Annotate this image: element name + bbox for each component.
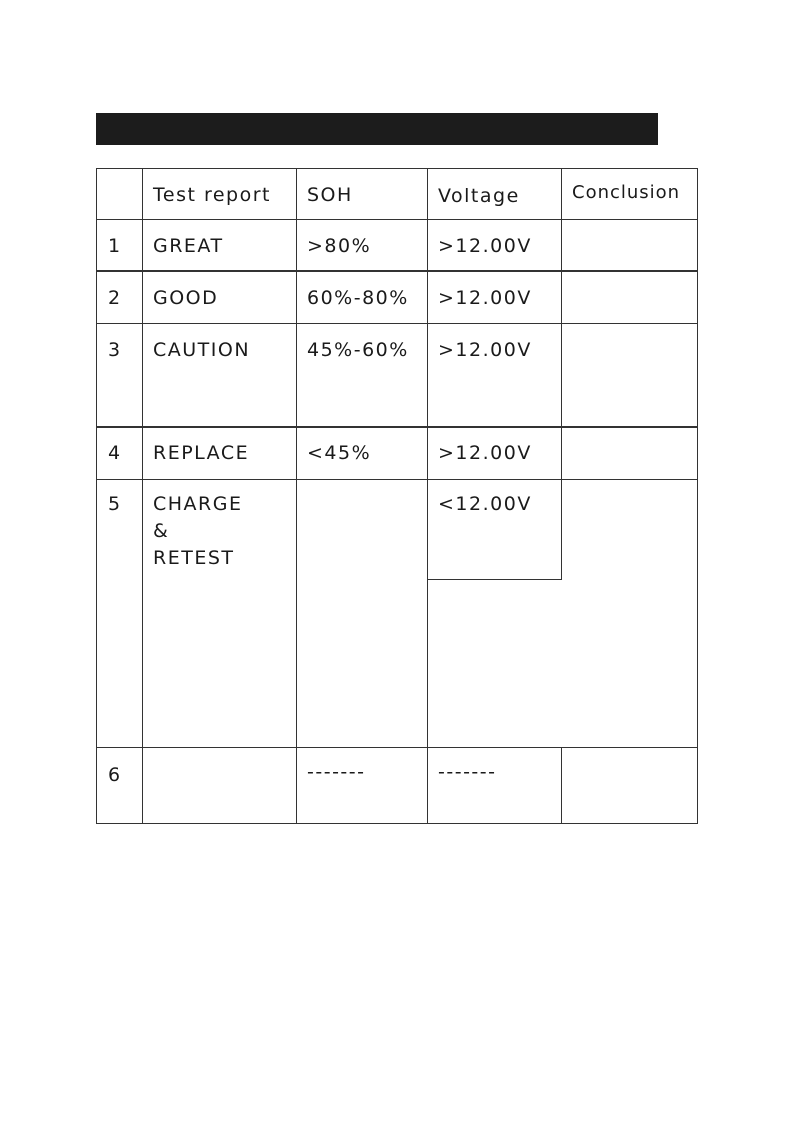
- col-divider-2: [296, 169, 297, 823]
- title-bar: [96, 113, 658, 145]
- col-divider-3: [427, 169, 428, 823]
- row-2-voltage: >12.00V: [438, 287, 532, 309]
- row-6-number: 6: [108, 764, 122, 786]
- row-5-report-line-1: CHARGE: [153, 493, 243, 515]
- row-divider-header: [97, 219, 697, 220]
- row-6-soh: -------: [307, 761, 366, 783]
- row-1-number: 1: [108, 235, 122, 257]
- row-4-number: 4: [108, 442, 122, 464]
- row-2-number: 2: [108, 287, 122, 309]
- row-divider-2: [97, 323, 697, 324]
- row-1-soh: >80%: [307, 235, 372, 257]
- row-4-voltage: >12.00V: [438, 442, 532, 464]
- header-test-report: Test report: [153, 184, 271, 206]
- voltage-subcell-divider: [427, 579, 561, 580]
- row-5-report: [153, 491, 242, 572]
- row-3-voltage: >12.00V: [438, 339, 532, 361]
- report-table: [96, 168, 698, 824]
- col-divider-4b: [561, 747, 562, 823]
- row-1-report: GREAT: [153, 235, 224, 257]
- header-soh: SOH: [307, 184, 353, 206]
- row-3-report: CAUTION: [153, 339, 251, 361]
- col-divider-4a: [561, 169, 562, 580]
- row-4-report: REPLACE: [153, 442, 250, 464]
- row-6-voltage: -------: [438, 761, 497, 783]
- row-5-number: 5: [108, 493, 122, 515]
- row-5-report-line-3: RETEST: [153, 547, 235, 569]
- row-2-report: GOOD: [153, 287, 219, 309]
- row-divider-1: [97, 270, 697, 272]
- row-5-report-line-2: &: [153, 520, 170, 542]
- header-conclusion: Conclusion: [572, 182, 681, 203]
- row-4-soh: <45%: [307, 442, 372, 464]
- col-divider-1: [142, 169, 143, 823]
- row-5-voltage: <12.00V: [438, 493, 532, 515]
- row-divider-4: [97, 479, 697, 480]
- row-3-soh: 45%-60%: [307, 339, 409, 361]
- row-2-soh: 60%-80%: [307, 287, 409, 309]
- row-1-voltage: >12.00V: [438, 235, 532, 257]
- row-divider-3: [97, 426, 697, 428]
- row-divider-5: [97, 747, 697, 748]
- header-voltage: Voltage: [438, 185, 520, 207]
- row-3-number: 3: [108, 339, 122, 361]
